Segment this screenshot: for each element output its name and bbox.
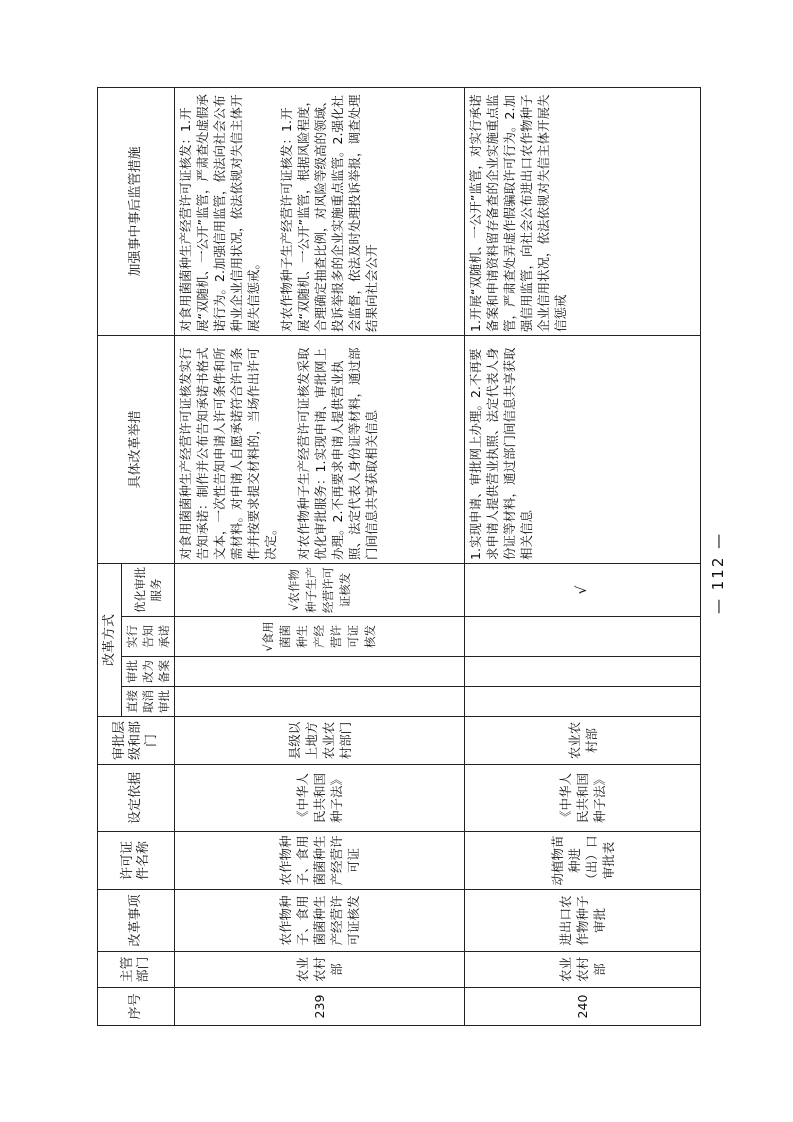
rotated-table-container [97, 88, 697, 1026]
header-method-group: 改革方式 [98, 563, 122, 716]
row-level: 农业农村部 [465, 717, 701, 765]
row-method-record [175, 657, 465, 687]
row-item: 农作物种子、食用菌菌种生产经营许可证核发 [175, 890, 465, 952]
row-supervision [175, 87, 465, 335]
row-basis: 《中华人民共和国种子法》 [465, 765, 701, 832]
header-method-promise: 实行告知承诺 [122, 617, 175, 657]
supervision-paragraph: 对食用菌菌种生产经营许可证核发：1.开展“双随机、一公开”监管，严肃查处虚假承诺行为。2.加强信用监管，依法向社会公布种业企业信用状况，依法依规对失信主体开展失信惩戒。 [178, 94, 261, 332]
measures-paragraph: 对食用菌菌种生产经营许可证核发实行告知承诺：制作并公布告知承诺书格式文本，一次性告知申请人许可条件和所需材料。对申请人自愿承诺符合许可条件并按要求提交材料的，当场作出许可决定。 [178, 347, 278, 560]
row-method-record [465, 657, 701, 687]
row-seq: 239 [175, 988, 465, 1026]
supervision-paragraph: 1.开展“双随机、一公开”监管，对实行承诺备案和申请资料留存备查的企业实施重点监管，严肃查处弄虚作假骗取许可行为。2.加强信用监管，向社会公布进出口农作物种子企业信用状况，依法依规对失信主体开展失信惩戒 [468, 94, 568, 332]
header-measures: 具体改革举措 [98, 335, 175, 563]
row-license: 动植物苗种进（出）口审批表 [465, 832, 701, 890]
row-dept: 农业农村部 [465, 952, 701, 988]
measures-paragraph: 1.实现申请、审批网上办理。2.不再要求申请人提供营业执照、法定代表人身份证等材料，通过部门间信息共享获取相关信息 [468, 347, 534, 560]
row-license: 农作物种子、食用菌菌种生产经营许可证 [175, 832, 465, 890]
table-row [465, 87, 701, 1025]
page-number: — 112 — [709, 531, 727, 615]
reform-table [97, 87, 701, 1026]
table-row [175, 87, 465, 1025]
row-method-optimize: √ [465, 563, 701, 616]
header-method-optimize: 优化审批服务 [122, 563, 175, 616]
row-method-cancel [465, 687, 701, 717]
row-method-cancel [175, 687, 465, 717]
header-method-cancel: 直接取消审批 [122, 687, 175, 717]
header-level: 审批层级和部门 [98, 717, 175, 765]
header-dept: 主管部门 [98, 952, 175, 988]
header-row-1 [98, 87, 122, 1025]
header-license: 许可证件名称 [98, 832, 175, 890]
row-basis: 《中华人民共和国种子法》 [175, 765, 465, 832]
measures-paragraph: 对农作物种子生产经营许可证核发采取优化审批服务：1.实现申请、审批网上办理。2.不再要求申请人提供营业执照、法定代表人身份证等材料，通过部门间信息共享获取相关信息 [296, 347, 379, 560]
header-seq: 序号 [98, 988, 175, 1026]
header-item: 改革事项 [98, 890, 175, 952]
row-item: 进出口农作物种子审批 [465, 890, 701, 952]
row-method-promise [465, 617, 701, 657]
header-supervision: 加强事中事后监管措施 [98, 87, 175, 335]
supervision-paragraph: 对农作物种子生产经营许可证核发：1.开展“双随机、一公开”监管，根据风险程度，合理确定抽查比例，对风险等级高的领域、投诉举报多的企业实施重点监管。2.强化社会监督，依法及时处理投诉举报，调查处理结果向社会公开 [279, 94, 379, 332]
header-method-record: 审批改为备案 [122, 657, 175, 687]
header-basis: 设定依据 [98, 765, 175, 832]
row-level: 县级以上地方农业农村部门 [175, 717, 465, 765]
row-seq: 240 [465, 988, 701, 1026]
row-supervision [465, 87, 701, 335]
row-method-promise: √食用菌菌种生产经营许可证核发 [175, 617, 465, 657]
row-method-optimize: √农作物种子生产经营许可证核发 [175, 563, 465, 616]
row-dept: 农业农村部 [175, 952, 465, 988]
row-measures [175, 335, 465, 563]
row-measures [465, 335, 701, 563]
